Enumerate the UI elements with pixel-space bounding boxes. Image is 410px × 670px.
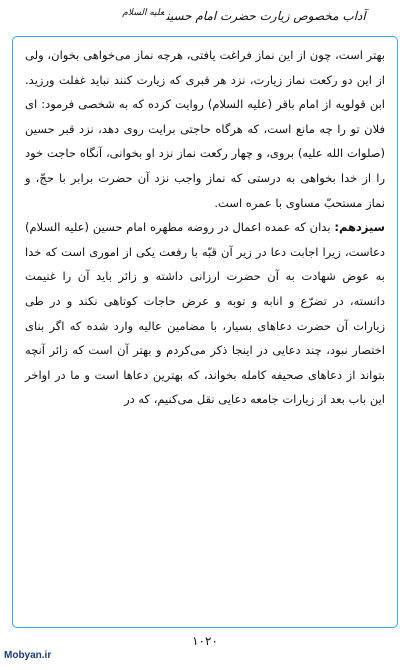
- site-watermark: Mobyan.ir: [4, 650, 52, 661]
- paragraph-2-text: بدان كه عمده اعمال در روضه مطهره امام حسين (عليه السلام) دعاست، زيرا اجابت دعا در زير آن قبّه با رفعت يكى از امورى است كه خدا به عوض شهادت به آن حضرت ارزانى داشته و زائر بايد آن را غنيمت دانسته، در تضرّع و انابه و توبه و عرض حاجات كوتاهى نكند و در طى زيارات آن حضرت دعاهاى بسيار، با مضامين عاليه وارد شده كه اگر بناى اختصار نبود، چند دعايى در اينجا ذكر مى‌كردم و بهتر آن است كه زائر آنچه بتواند از دعاهاى صحيفه كامله بخواند، كه بهترين دعاها است و ما در اواخر اين باب بعد از زيارات جامعه دعايى نقل مى‌كنيم، كه در: [25, 220, 385, 407]
- header-title: آداب مخصوص زيارت حضرت امام حسين: [166, 9, 366, 23]
- text-frame: [12, 36, 398, 628]
- section-label: سيزدهم:: [334, 220, 385, 235]
- honorific-mark: عليه السلام: [122, 8, 165, 18]
- paragraph-1: بهتر است، چون از اين نماز فراغت يافتى، هرچه نماز مى‌خواهى بخوان، ولى از اين دو ركعت نماز زيارت، نزد هر قبرى كه زيارت كنند نبايد غفلت ورزيد. ابن قولويه از امام باقر (عليه السلام) روايت كرده كه به شخصى فرمود: اى فلان تو را چه مانع است، كه هرگاه حاجتى برايت روى دهد، نزد قبر حسين (صلوات الله عليه) بروى، و چهار ركعت نماز نزد او بخوانى، آنگاه حاجت خود را از خدا بخواهى به درستى كه نماز واجب نزد آن حضرت برابر با حجّ، و نماز مستحبّ مساوى با عمره است.: [25, 48, 385, 210]
- paragraph-2: [25, 215, 385, 412]
- body-text: [25, 43, 385, 619]
- page-number: ۱۰۲۰: [192, 634, 218, 648]
- running-header: [100, 8, 386, 30]
